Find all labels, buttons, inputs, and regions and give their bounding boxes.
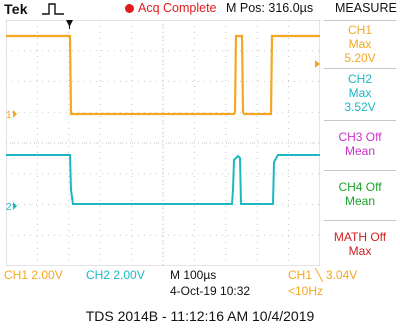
capture-caption: TDS 2014B - 11:12:16 AM 10/4/2019 xyxy=(85,308,315,324)
measure-source: CH3 Off xyxy=(338,130,382,144)
ch1-ground-arrow-icon xyxy=(13,110,17,118)
datetime-readout: 4-Oct-19 10:32 xyxy=(170,284,251,298)
measure-type: Max xyxy=(348,86,372,100)
brand-logo: Tek xyxy=(4,1,28,17)
measure-source: CH1 xyxy=(347,23,372,37)
divider xyxy=(324,20,396,21)
measure-slot-4[interactable] xyxy=(324,180,396,208)
trigger-status-icon xyxy=(40,1,68,17)
measure-slot-3[interactable] xyxy=(324,130,396,158)
measure-type: Max xyxy=(348,244,372,258)
divider xyxy=(324,120,396,121)
divider xyxy=(324,220,396,221)
acq-status-text: Acq Complete xyxy=(138,1,217,15)
measure-type: Mean xyxy=(344,194,376,208)
ch1-scale-readout: CH1 2.00V xyxy=(4,268,63,282)
measure-slot-1[interactable] xyxy=(324,23,396,65)
ch2-ground-arrow-icon xyxy=(13,202,17,210)
measure-source: CH4 Off xyxy=(338,180,382,194)
ch2-scale-readout: CH2 2.00V xyxy=(86,268,145,282)
frequency-readout: <10Hz xyxy=(288,284,324,298)
trigger-level-marker-icon xyxy=(315,60,320,68)
ch1-ground-marker: 1 xyxy=(6,110,12,121)
measure-type: Max xyxy=(348,37,372,51)
divider xyxy=(324,170,396,171)
measure-source: CH2 xyxy=(347,72,372,86)
measure-slot-2[interactable] xyxy=(324,72,396,114)
measure-menu-title: MEASURE xyxy=(335,1,397,15)
graticule xyxy=(6,20,320,266)
status-bar xyxy=(0,0,400,18)
horizontal-position-readout: M Pos: 316.0µs xyxy=(226,1,314,15)
measure-type: Mean xyxy=(344,144,376,158)
waveform-display xyxy=(6,20,320,266)
measure-value: 5.20V xyxy=(344,51,376,65)
measure-source: MATH Off xyxy=(333,230,387,244)
ch2-ground-marker: 2 xyxy=(6,202,12,213)
measure-value: 3.52V xyxy=(344,100,376,114)
divider xyxy=(324,68,396,69)
acq-status-dot-icon xyxy=(125,4,134,13)
ch1-waveform xyxy=(6,36,320,114)
trigger-readout: CH1 ╲ 3.04V xyxy=(288,268,358,282)
measure-slot-5[interactable] xyxy=(324,230,396,258)
timebase-readout: M 100µs xyxy=(170,268,217,282)
